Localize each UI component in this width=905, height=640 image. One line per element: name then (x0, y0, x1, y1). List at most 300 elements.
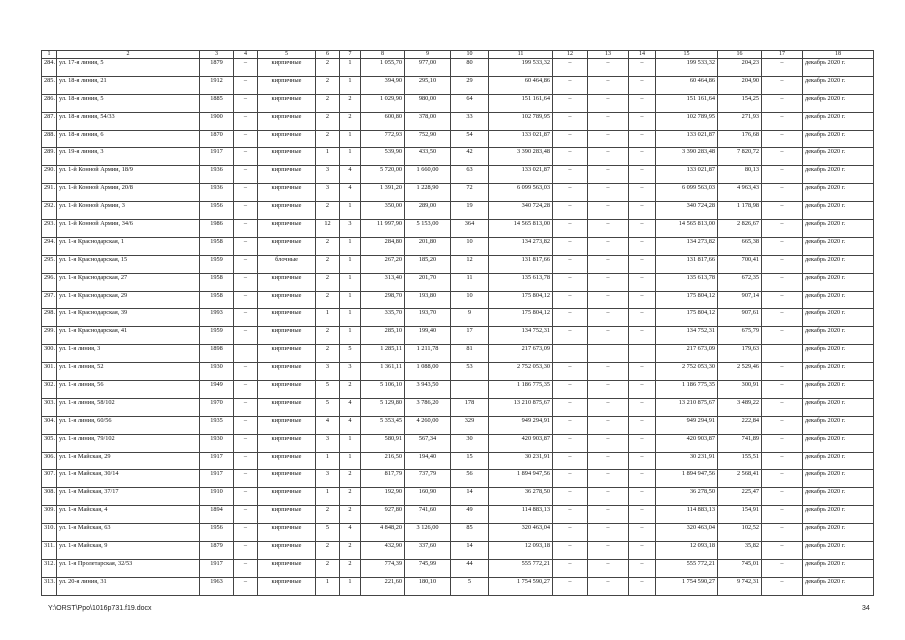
table-cell: 312. (42, 559, 57, 577)
table-cell: – (762, 112, 803, 130)
table-cell: 2 (340, 559, 361, 577)
table-cell: 2 (316, 112, 340, 130)
table-cell: 1 (340, 327, 361, 345)
table-cell: 3 (316, 434, 340, 452)
table-cell (553, 345, 588, 363)
table-cell: – (553, 166, 588, 184)
table-cell: декабрь 2020 г. (803, 416, 874, 434)
table-cell: – (553, 130, 588, 148)
table-cell: – (588, 291, 629, 309)
table-cell: ул. 1-й Конной Армии, 34/6 (57, 220, 200, 238)
table-cell: – (762, 59, 803, 77)
table-cell: – (762, 148, 803, 166)
table-row (42, 59, 874, 77)
table-cell: 3 943,50 (405, 381, 451, 399)
table-cell: 737,79 (405, 470, 451, 488)
table-cell (762, 345, 803, 363)
table-cell: – (629, 59, 656, 77)
column-number: 3 (200, 51, 234, 59)
table-cell: – (629, 559, 656, 577)
table-cell: – (588, 416, 629, 434)
table-cell: кирпичные (258, 202, 316, 220)
table-row (42, 452, 874, 470)
table-cell: – (588, 488, 629, 506)
table-cell: – (588, 220, 629, 238)
table-cell: 752,90 (405, 130, 451, 148)
table-row (42, 434, 874, 452)
table-cell: 1917 (200, 452, 234, 470)
table-cell: 1959 (200, 255, 234, 273)
table-cell: 555 772,21 (489, 559, 553, 577)
table-cell: 2 (316, 94, 340, 112)
table-cell (451, 381, 489, 399)
table-cell: 600,80 (361, 112, 405, 130)
table-cell: декабрь 2020 г. (803, 398, 874, 416)
table-cell: декабрь 2020 г. (803, 148, 874, 166)
table-cell: 29 (451, 76, 489, 94)
column-number: 2 (57, 51, 200, 59)
table-cell: 320 463,04 (489, 524, 553, 542)
table-cell: – (553, 273, 588, 291)
table-cell (234, 345, 258, 363)
table-cell: 745,99 (405, 559, 451, 577)
table-cell: – (588, 130, 629, 148)
column-number: 8 (361, 51, 405, 59)
table-cell: – (629, 488, 656, 506)
table-cell: 14 565 813,00 (656, 220, 718, 238)
table-cell: 309. (42, 506, 57, 524)
table-cell: 3 (316, 184, 340, 202)
table-cell: 102,52 (718, 524, 762, 542)
table-cell: 42 (451, 148, 489, 166)
table-cell: 420 903,87 (489, 434, 553, 452)
table-cell: 1900 (200, 112, 234, 130)
table-cell: – (553, 434, 588, 452)
table-cell: 12 093,18 (489, 542, 553, 560)
table-cell: 817,79 (361, 470, 405, 488)
table-row (42, 559, 874, 577)
table-cell: 30 (451, 434, 489, 452)
table-cell: 1 186 775,35 (489, 381, 553, 399)
table-cell: 394,90 (361, 76, 405, 94)
table-cell: 741,60 (405, 506, 451, 524)
table-cell: – (234, 381, 258, 399)
table-cell: 1 055,70 (361, 59, 405, 77)
table-cell: 1 391,20 (361, 184, 405, 202)
table-cell: 1 (340, 76, 361, 94)
table-cell: 1 (340, 130, 361, 148)
table-cell: 1935 (200, 416, 234, 434)
table-cell: – (234, 94, 258, 112)
table-cell: 1949 (200, 381, 234, 399)
table-cell: – (588, 542, 629, 560)
table-cell: – (588, 524, 629, 542)
table-cell: ул. 1-я линия, 60/56 (57, 416, 200, 434)
table-cell: декабрь 2020 г. (803, 130, 874, 148)
table-cell: 1 (340, 434, 361, 452)
table-row (42, 416, 874, 434)
table-cell: кирпичные (258, 130, 316, 148)
table-cell: ул. 1-я Краснодарская, 41 (57, 327, 200, 345)
table-cell: 1 (316, 488, 340, 506)
table-cell: 204,23 (718, 59, 762, 77)
table-cell: 2 (316, 273, 340, 291)
table-cell: 11 (451, 273, 489, 291)
table-cell: 2 (316, 559, 340, 577)
table-cell: 36 278,50 (656, 488, 718, 506)
table-cell: 216,50 (361, 452, 405, 470)
table-cell: – (762, 524, 803, 542)
table-cell: – (553, 148, 588, 166)
table-cell: кирпичные (258, 148, 316, 166)
table-cell: – (588, 559, 629, 577)
table-cell: кирпичные (258, 542, 316, 560)
table-cell: – (588, 237, 629, 255)
table-cell: – (629, 363, 656, 381)
table-cell: 306. (42, 452, 57, 470)
table-cell: 420 903,87 (656, 434, 718, 452)
table-cell: – (234, 470, 258, 488)
table-cell: 4 (316, 416, 340, 434)
table-cell: – (553, 237, 588, 255)
table-cell: – (553, 255, 588, 273)
table-cell: 5 129,80 (361, 398, 405, 416)
table-cell: 295,10 (405, 76, 451, 94)
table-cell (629, 345, 656, 363)
table-cell: 980,00 (405, 94, 451, 112)
table-cell: – (234, 148, 258, 166)
table-row (42, 327, 874, 345)
table-cell: – (629, 202, 656, 220)
table-cell: – (629, 166, 656, 184)
table-cell: – (762, 130, 803, 148)
table-cell: 72 (451, 184, 489, 202)
table-cell: – (762, 202, 803, 220)
table-cell: кирпичные (258, 112, 316, 130)
table-cell: 433,50 (405, 148, 451, 166)
table-row (42, 524, 874, 542)
table-cell: 364 (451, 220, 489, 238)
table-cell: 335,70 (361, 309, 405, 327)
table-cell: 4 260,00 (405, 416, 451, 434)
table-row (42, 345, 874, 363)
column-number: 18 (803, 51, 874, 59)
table-cell: 12 (316, 220, 340, 238)
table-cell: – (234, 112, 258, 130)
table-cell: ул. 1-я Майская, 4 (57, 506, 200, 524)
table-row (42, 506, 874, 524)
table-cell: 63 (451, 166, 489, 184)
column-number: 16 (718, 51, 762, 59)
table-cell: кирпичные (258, 59, 316, 77)
table-cell: – (629, 381, 656, 399)
table-cell: 114 883,13 (656, 506, 718, 524)
table-cell: 378,00 (405, 112, 451, 130)
table-cell: 5 353,45 (361, 416, 405, 434)
table-cell: 3 489,22 (718, 398, 762, 416)
table-cell: 4 (340, 166, 361, 184)
table-cell: 299. (42, 327, 57, 345)
table-cell: декабрь 2020 г. (803, 327, 874, 345)
table-cell: 133 021,87 (656, 130, 718, 148)
table-cell: 1930 (200, 363, 234, 381)
table-cell: 1958 (200, 273, 234, 291)
table-cell: кирпичные (258, 416, 316, 434)
table-cell: 289. (42, 148, 57, 166)
table-cell: 1879 (200, 542, 234, 560)
table-cell: 1885 (200, 94, 234, 112)
table-cell: – (234, 577, 258, 595)
column-number: 12 (553, 51, 588, 59)
table-cell: – (553, 577, 588, 595)
table-cell: 1 (340, 202, 361, 220)
table-cell: 3 (316, 166, 340, 184)
table-cell: 340 724,28 (489, 202, 553, 220)
table-cell: – (588, 434, 629, 452)
table-cell: 672,35 (718, 273, 762, 291)
table-row (42, 363, 874, 381)
table-cell: ул. 1-я Краснодарская, 1 (57, 237, 200, 255)
table-cell: 1917 (200, 470, 234, 488)
table-cell: 204,90 (718, 76, 762, 94)
table-cell: 267,20 (361, 255, 405, 273)
table-cell: 271,93 (718, 112, 762, 130)
table-row (42, 94, 874, 112)
table-cell: 5 153,00 (405, 220, 451, 238)
table-cell: 131 817,66 (656, 255, 718, 273)
table-cell: – (762, 381, 803, 399)
table-cell: 199 533,32 (656, 59, 718, 77)
table-cell: – (762, 506, 803, 524)
table-cell: 1 (340, 577, 361, 595)
table-cell: 2 (340, 506, 361, 524)
table-cell: 199,40 (405, 327, 451, 345)
table-cell: 178 (451, 398, 489, 416)
table-cell: 9 (451, 309, 489, 327)
table-cell: 310. (42, 524, 57, 542)
table-cell: 296. (42, 273, 57, 291)
table-row (42, 542, 874, 560)
table-cell: декабрь 2020 г. (803, 381, 874, 399)
table-cell: – (762, 577, 803, 595)
table-cell: декабрь 2020 г. (803, 202, 874, 220)
table-cell: 2 (340, 381, 361, 399)
table-cell: – (234, 327, 258, 345)
table-cell: – (762, 220, 803, 238)
table-cell: 11 997,90 (361, 220, 405, 238)
table-cell: 1 178,98 (718, 202, 762, 220)
table-cell: 221,60 (361, 577, 405, 595)
table-cell: 1 894 947,56 (489, 470, 553, 488)
table-cell: – (553, 488, 588, 506)
table-cell: – (762, 309, 803, 327)
table-cell: – (234, 237, 258, 255)
table-cell: – (588, 398, 629, 416)
table-cell: 1 285,11 (361, 345, 405, 363)
table-cell: – (629, 220, 656, 238)
table-cell: 303. (42, 398, 57, 416)
table-cell: 2 568,41 (718, 470, 762, 488)
table-cell: – (588, 273, 629, 291)
table-cell: кирпичные (258, 434, 316, 452)
table-cell: – (553, 363, 588, 381)
table-cell: 774,39 (361, 559, 405, 577)
table-cell: 297. (42, 291, 57, 309)
table-cell: 907,61 (718, 309, 762, 327)
table-cell: – (762, 542, 803, 560)
table-cell: – (234, 166, 258, 184)
table-cell: 175 804,12 (489, 291, 553, 309)
table-cell: – (629, 524, 656, 542)
table-cell: 135 613,78 (489, 273, 553, 291)
table-cell: 927,80 (361, 506, 405, 524)
column-number: 15 (656, 51, 718, 59)
table-cell: 1898 (200, 345, 234, 363)
table-cell: 2 (316, 202, 340, 220)
column-number: 1 (42, 51, 57, 59)
table-cell: – (234, 273, 258, 291)
table-cell: декабрь 2020 г. (803, 559, 874, 577)
table-cell: ул. 18-я линия, 21 (57, 76, 200, 94)
table-cell: – (588, 148, 629, 166)
table-cell: – (762, 273, 803, 291)
table-cell: 1958 (200, 291, 234, 309)
table-cell: 2 826,67 (718, 220, 762, 238)
table-cell: 1 029,90 (361, 94, 405, 112)
table-cell: 2 (316, 345, 340, 363)
table-cell: 2 (316, 327, 340, 345)
table-cell: 134 752,31 (656, 327, 718, 345)
table-cell: 154,25 (718, 94, 762, 112)
table-cell: – (762, 291, 803, 309)
table-cell: 3 390 283,48 (656, 148, 718, 166)
table-cell: 3 126,00 (405, 524, 451, 542)
table-cell: декабрь 2020 г. (803, 184, 874, 202)
table-cell: 1 211,78 (405, 345, 451, 363)
table-cell: ул. 1-я Краснодарская, 15 (57, 255, 200, 273)
table-cell: – (629, 76, 656, 94)
table-cell: декабрь 2020 г. (803, 542, 874, 560)
table-cell: 6 099 563,03 (489, 184, 553, 202)
table-cell: 1970 (200, 398, 234, 416)
table-cell: 295. (42, 255, 57, 273)
table-cell: 192,90 (361, 488, 405, 506)
table-cell: 949 294,91 (656, 416, 718, 434)
table-cell: 185,20 (405, 255, 451, 273)
table-cell: декабрь 2020 г. (803, 434, 874, 452)
table-cell: 15 (451, 452, 489, 470)
table-row (42, 381, 874, 399)
table-cell: 313. (42, 577, 57, 595)
table-cell: – (762, 559, 803, 577)
table-cell: 60 464,86 (489, 76, 553, 94)
table-cell: кирпичные (258, 488, 316, 506)
table-cell: 175 804,12 (656, 309, 718, 327)
table-cell: 300,91 (718, 381, 762, 399)
table-cell: 53 (451, 363, 489, 381)
table-cell: 2 (316, 542, 340, 560)
table-cell: 2 (316, 255, 340, 273)
table-cell: ул. 1-я Майская, 63 (57, 524, 200, 542)
table-cell: 5 (316, 381, 340, 399)
table-cell: 5 106,10 (361, 381, 405, 399)
table-cell: – (629, 184, 656, 202)
table-cell: 1879 (200, 59, 234, 77)
table-cell: 2 (340, 112, 361, 130)
table-cell: 4 (340, 398, 361, 416)
column-number: 14 (629, 51, 656, 59)
table-cell: – (762, 184, 803, 202)
table-cell: декабрь 2020 г. (803, 94, 874, 112)
column-number: 17 (762, 51, 803, 59)
table-cell: 131 817,66 (489, 255, 553, 273)
table-cell: 337,60 (405, 542, 451, 560)
table-cell: 176,68 (718, 130, 762, 148)
table-cell: – (629, 506, 656, 524)
table-cell: ул. 1-я Краснодарская, 27 (57, 273, 200, 291)
table-cell: 1993 (200, 309, 234, 327)
table-cell: 225,47 (718, 488, 762, 506)
table-cell: 2 (316, 76, 340, 94)
table-cell: 2 752 053,30 (656, 363, 718, 381)
table-cell: 1 (316, 148, 340, 166)
table-cell: ул. 18-я линия, 5 (57, 94, 200, 112)
table-cell: 298. (42, 309, 57, 327)
table-cell: 56 (451, 470, 489, 488)
table-cell: – (629, 327, 656, 345)
table-row (42, 470, 874, 488)
table-cell: 293. (42, 220, 57, 238)
table-cell: 285,10 (361, 327, 405, 345)
table-cell: 308. (42, 488, 57, 506)
table-cell: 301. (42, 363, 57, 381)
table-cell: 151 161,64 (656, 94, 718, 112)
table-cell: кирпичные (258, 506, 316, 524)
table-cell: 1 (340, 255, 361, 273)
table-cell: – (234, 488, 258, 506)
table-cell: 13 210 875,67 (489, 398, 553, 416)
table-cell: – (553, 309, 588, 327)
table-cell: ул. 18-я линия, 6 (57, 130, 200, 148)
table-cell: 4 (340, 524, 361, 542)
table-cell: ул. 1-я линия, 3 (57, 345, 200, 363)
table-cell: 304. (42, 416, 57, 434)
table-cell: – (629, 255, 656, 273)
table-cell: – (629, 130, 656, 148)
table-cell: 80,13 (718, 166, 762, 184)
table-cell: ул. 1-й Конной Армии, 18/9 (57, 166, 200, 184)
table-cell: 285. (42, 76, 57, 94)
table-cell: кирпичные (258, 363, 316, 381)
table-cell: 1 (316, 309, 340, 327)
table-row (42, 130, 874, 148)
table-cell: – (762, 363, 803, 381)
table-cell: 160,90 (405, 488, 451, 506)
table-cell: ул. 1-я линия, 79/102 (57, 434, 200, 452)
table-cell: 284,80 (361, 237, 405, 255)
table-cell: – (629, 452, 656, 470)
table-cell: – (234, 202, 258, 220)
column-number-row (42, 51, 874, 59)
table-cell: 292. (42, 202, 57, 220)
table-cell: – (588, 577, 629, 595)
table-cell: 2 (316, 291, 340, 309)
table-cell: 199 533,32 (489, 59, 553, 77)
table-cell: кирпичные (258, 559, 316, 577)
table-cell: 1 (340, 273, 361, 291)
table-cell: кирпичные (258, 220, 316, 238)
table-row (42, 577, 874, 595)
